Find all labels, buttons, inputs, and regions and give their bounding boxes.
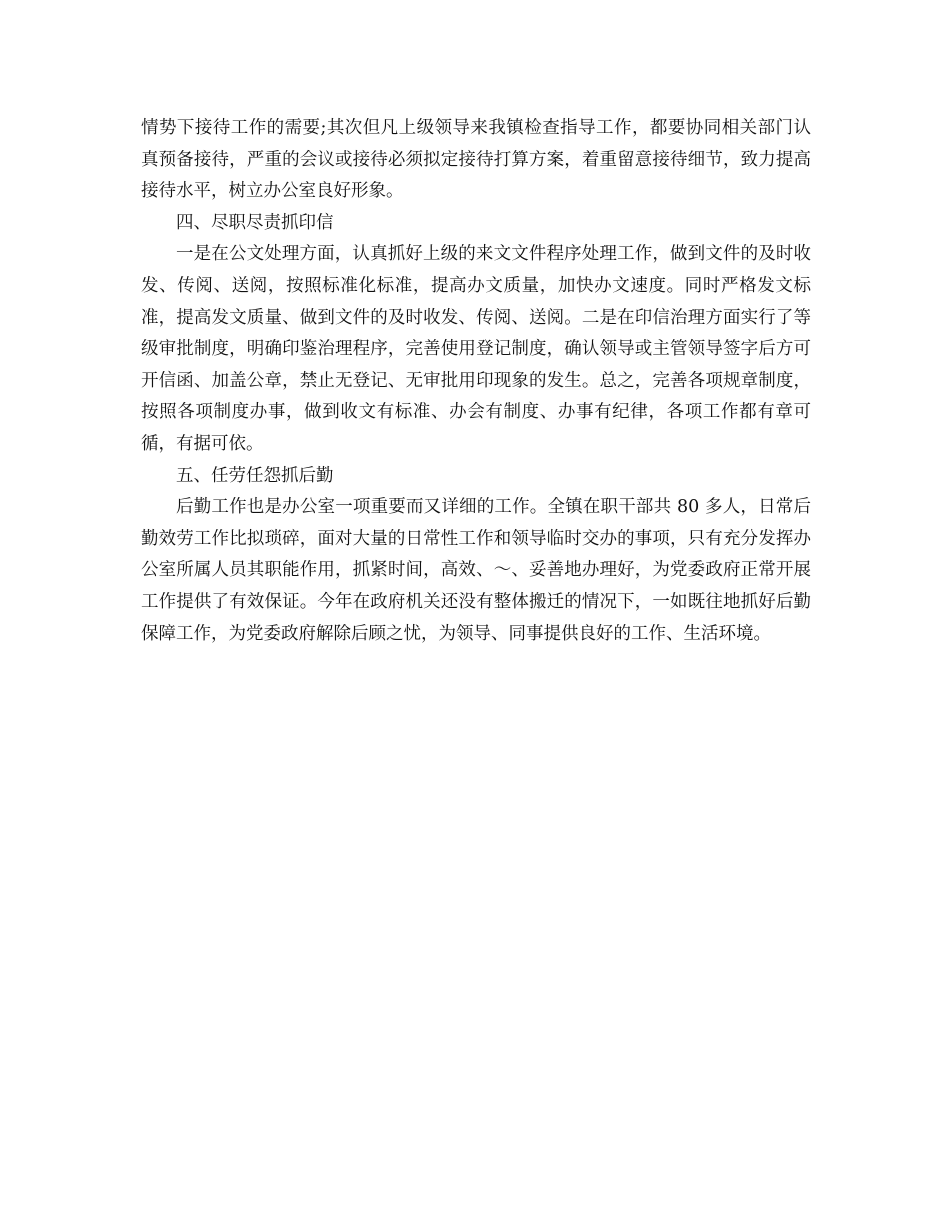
section-heading-seal-management: 四、尽职尽责抓印信 [176, 212, 334, 233]
document-body [141, 113, 811, 650]
paragraph-logistics: 后勤工作也是办公室一项重要而又详细的工作。全镇在职干部共 80 多人，日常后勤效劳工作比拟琐碎，面对大量的日常性工作和领导临时交办的事项，只有充分发挥办公室所属人员其职能作用，抓紧时间，高效、～、妥善地办理好，为党委政府正常开展工作提供了有效保证。今年在政府机关还没有整体搬迁的情况下，一如既往地抓好后勤保障工作，为党委政府解除后顾之忧，为领导、同事提供良好的工作、生活环境。 [141, 497, 811, 644]
paragraph-document-processing: 一是在公文处理方面，认真抓好上级的来文文件程序处理工作，做到文件的及时收发、传阅、送阅，按照标准化标准，提高办文质量，加快办文速度。同时严格发文标准，提高发文质量、做到文件的及时收发、传阅、送阅。二是在印信治理方面实行了等级审批制度，明确印鉴治理程序，完善使用登记制度，确认领导或主管领导签字后方可开信函、加盖公章，禁止无登记、无审批用印现象的发生。总之，完善各项规章制度，按照各项制度办事，做到收文有标准、办会有制度、办事有纪律，各项工作都有章可循，有据可依。 [141, 244, 811, 454]
section-heading-logistics: 五、任劳任怨抓后勤 [176, 465, 334, 486]
paragraph-reception: 情势下接待工作的需要;其次但凡上级领导来我镇检查指导工作，都要协同相关部门认真预备接待，严重的会议或接待必须拟定接待打算方案，着重留意接待细节，致力提高接待水平，树立办公室良好形象。 [141, 118, 811, 202]
